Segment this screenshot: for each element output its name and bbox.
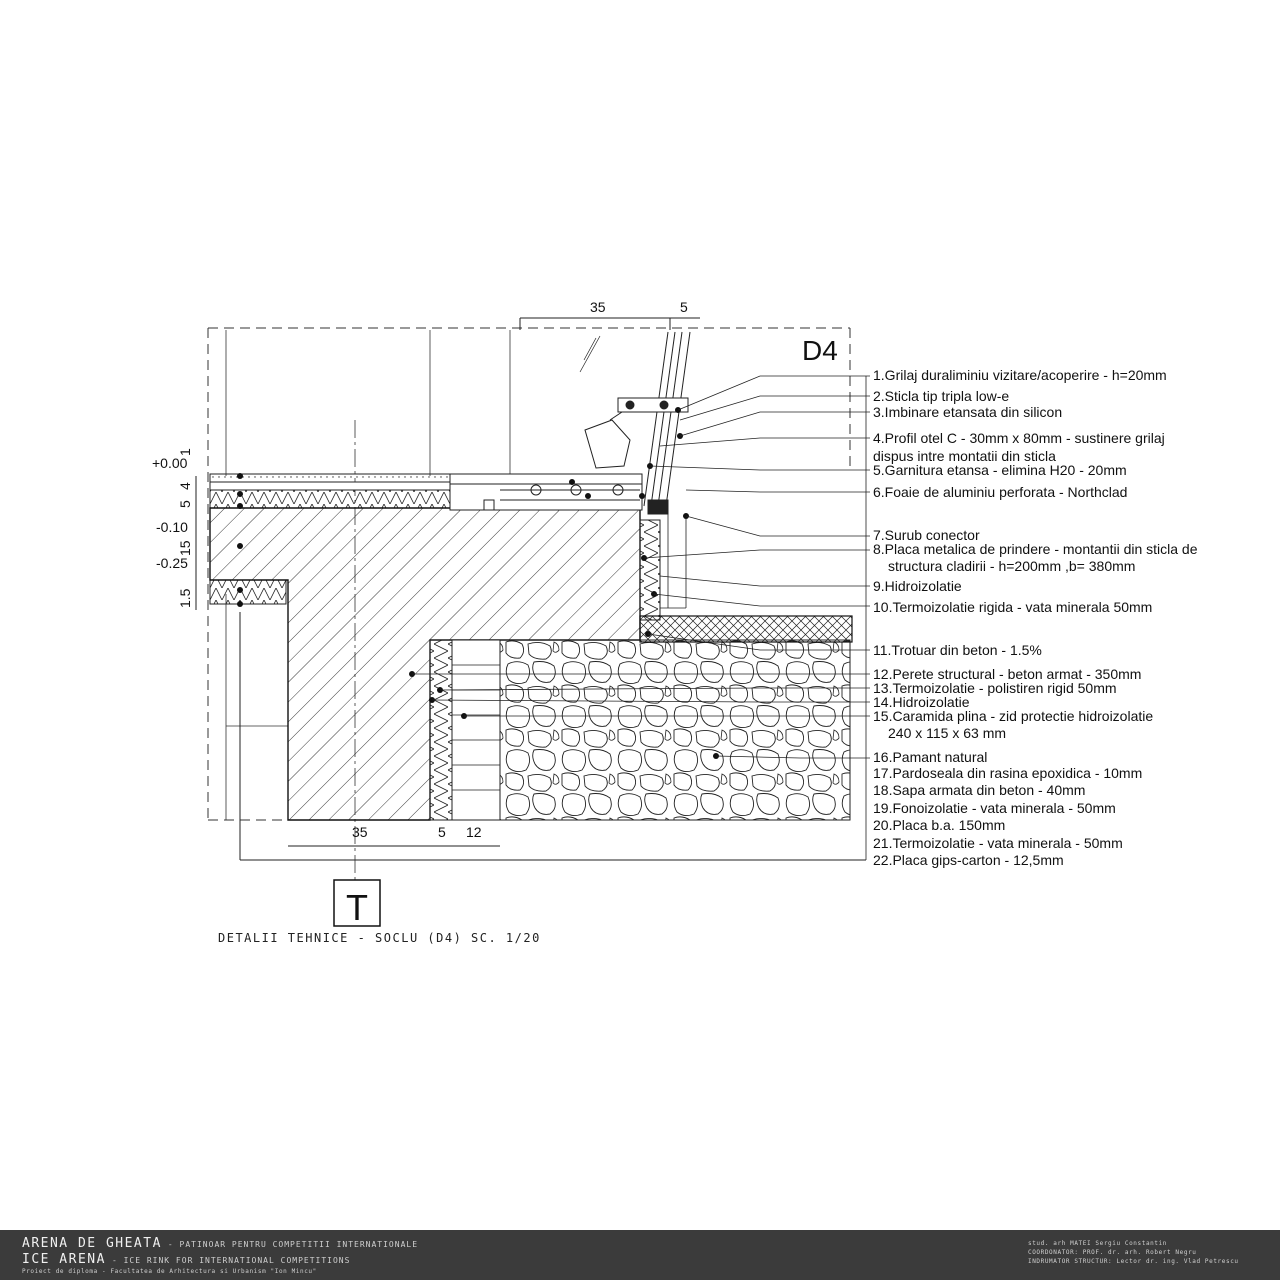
dim-top-35: 35 <box>590 299 606 315</box>
legend-item-5: 5.Garnitura etansa - elimina H20 - 20mm <box>873 462 1127 478</box>
legend-item-19: 19.Fonoizolatie - vata minerala - 50mm <box>873 800 1116 816</box>
dim-vertical-4: 4 <box>177 482 193 490</box>
legend-item-2: 2.Sticla tip tripla low-e <box>873 388 1010 404</box>
level-plus-0: +0.00 <box>152 455 188 471</box>
legend-item-15b: 240 x 115 x 63 mm <box>888 725 1007 741</box>
dim-bottom-12: 12 <box>466 824 482 840</box>
legend-item-12: 12.Perete structural - beton armat - 350mm <box>873 666 1142 682</box>
level-minus-010: -0.10 <box>156 519 188 535</box>
legend-item-10: 10.Termoizolatie rigida - vata minerala 50mm <box>873 599 1153 615</box>
dim-vertical-1: 1 <box>177 448 193 456</box>
footer-title-en <box>22 1252 350 1267</box>
footer-project: Proiect de diploma - Facultatea de Arhitectura si Urbanism "Ion Mincu" <box>22 1268 317 1275</box>
legend-item-9: 9.Hidroizolatie <box>873 578 962 594</box>
footer-student: stud. arh MATEI Sergiu Constantin <box>1028 1240 1168 1247</box>
dim-bottom-35: 35 <box>352 824 368 840</box>
legend-item-8: 8.Placa metalica de prindere - montantii din sticla de <box>873 541 1198 557</box>
footer-subtitle-ro: - PATINOAR PENTRU COMPETITII INTERNATIONALE <box>167 1240 419 1249</box>
legend-item-6: 6.Foaie de aluminiu perforata - Northclad <box>873 484 1128 500</box>
legend-item-8b: structura cladirii - h=200mm ,b= 380mm <box>888 558 1136 574</box>
metal-grating <box>450 474 642 510</box>
legend-item-15: 15.Caramida plina - zid protectie hidroizolatie <box>873 708 1154 724</box>
footer-coordinator: COORDONATOR: PROF. dr. arh. Robert Negru <box>1028 1249 1197 1256</box>
legend-item-4b: dispus intre montatii din sticla <box>873 448 1056 464</box>
footer-subtitle-en: - ICE RINK FOR INTERNATIONAL COMPETITIONS <box>111 1256 351 1265</box>
legend-item-4: 4.Profil otel C - 30mm x 80mm - sustinere grilaj <box>873 430 1165 446</box>
legend-item-13: 13.Termoizolatie - polistiren rigid 50mm <box>873 680 1117 696</box>
dim-vertical-15b: 1.5 <box>177 588 193 608</box>
legend-item-7: 7.Surub conector <box>873 527 980 543</box>
footer-structure: INDRUMATOR STRUCTUR: Lector dr. ing. Vlad Petrescu <box>1028 1258 1239 1265</box>
drawing-title: DETALII TEHNICE - SOCLU (D4) SC. 1/20 <box>218 931 541 945</box>
concrete-sidewalk <box>640 616 852 642</box>
legend-item-1: 1.Grilaj duraliminiu vizitare/acoperire - h=20mm <box>873 367 1167 383</box>
legend-item-22: 22.Placa gips-carton - 12,5mm <box>873 852 1064 868</box>
detail-tag: D4 <box>802 335 838 366</box>
dim-vertical-15: 15 <box>177 540 193 556</box>
facade-lines <box>660 514 686 608</box>
dim-top-5: 5 <box>680 299 688 315</box>
footer-bar <box>0 1230 1280 1280</box>
level-minus-025: -0.25 <box>156 555 188 571</box>
legend-item-18: 18.Sapa armata din beton - 40mm <box>873 782 1086 798</box>
dim-bottom-5: 5 <box>438 824 446 840</box>
legend-item-21: 21.Termoizolatie - vata minerala - 50mm <box>873 835 1123 851</box>
legend-item-20: 20.Placa b.a. 150mm <box>873 817 1006 833</box>
legend-item-14: 14.Hidroizolatie <box>873 694 970 710</box>
natural-soil <box>500 640 850 820</box>
legend-item-17: 17.Pardoseala din rasina epoxidica - 10mm <box>873 765 1143 781</box>
legend-item-3: 3.Imbinare etansata din silicon <box>873 404 1063 420</box>
footer-title-en-text: ICE ARENA <box>22 1252 106 1267</box>
footer-title-ro <box>22 1236 418 1251</box>
legend <box>873 367 1198 868</box>
legend-item-16: 16.Pamant natural <box>873 749 988 765</box>
footer-title-ro-text: ARENA DE GHEATA <box>22 1236 162 1251</box>
section-marker: T <box>346 887 368 928</box>
dim-vertical-5: 5 <box>177 500 193 508</box>
legend-item-11: 11.Trotuar din beton - 1.5% <box>873 642 1042 658</box>
